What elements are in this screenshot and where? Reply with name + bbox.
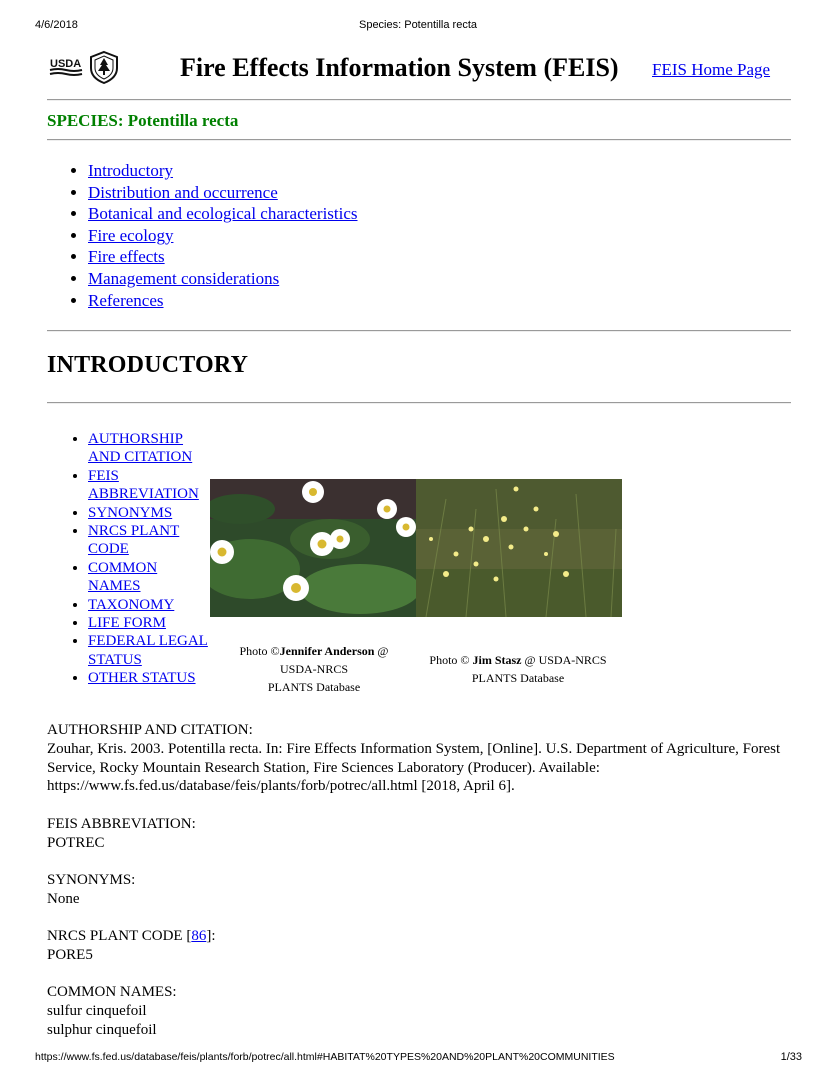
intro-toc-item <box>88 632 210 669</box>
caption-line: USDA-NRCS <box>279 662 348 676</box>
section-value: POTREC <box>47 834 105 851</box>
intro-link-taxonomy[interactable]: TAXONOMY <box>88 596 175 613</box>
toc-item <box>88 246 358 268</box>
photo-flower-field <box>416 479 622 617</box>
label-suffix: ]: <box>206 928 216 945</box>
section-value: PORE5 <box>47 946 93 963</box>
photo-flower-closeup <box>210 479 416 617</box>
photo-caption-2 <box>413 651 623 687</box>
intro-link-abbreviation[interactable]: FEIS ABBREVIATION <box>88 467 199 503</box>
introductory-sections <box>47 721 791 1058</box>
divider <box>47 99 791 101</box>
intro-link-authorship[interactable]: AUTHORSHIP AND CITATION <box>88 431 193 466</box>
section-authorship <box>47 721 791 796</box>
print-title: Species: Potentilla recta <box>358 19 477 31</box>
toc-item <box>88 203 358 225</box>
common-name: sulphur cinquefoil <box>47 1021 157 1038</box>
caption-prefix: Photo © <box>429 653 473 667</box>
print-footer <box>0 1051 836 1065</box>
usda-logo-icon <box>49 55 83 79</box>
toc-link-references[interactable]: References <box>88 290 164 310</box>
intro-toc-item <box>88 596 210 614</box>
print-header <box>0 19 836 33</box>
divider <box>47 402 791 404</box>
toc-item <box>88 268 358 290</box>
feis-banner <box>47 48 791 88</box>
usda-logo-text: USDA <box>50 58 82 70</box>
caption-suffix: @ <box>374 644 389 658</box>
print-page-number: 1/33 <box>780 1051 802 1063</box>
section-value: None <box>47 890 80 907</box>
label-prefix: NRCS PLANT CODE [ <box>47 928 192 945</box>
intro-toc-item <box>88 559 210 596</box>
intro-toc-item <box>88 430 210 467</box>
intro-link-federal-status[interactable]: FEDERAL LEGAL STATUS <box>88 633 208 668</box>
divider <box>47 139 791 141</box>
intro-link-life-form[interactable]: LIFE FORM <box>88 615 166 632</box>
toc-link-distribution[interactable]: Distribution and occurrence <box>88 182 278 202</box>
photo-caption-1 <box>219 642 409 696</box>
intro-link-synonyms[interactable]: SYNONYMS <box>88 504 173 521</box>
feis-home-link[interactable]: FEIS Home Page <box>652 60 771 79</box>
section-label: AUTHORSHIP AND CITATION: <box>47 722 253 738</box>
site-title: Fire Effects Information System (FEIS) <box>180 53 619 82</box>
section-label: FEIS ABBREVIATION: <box>47 815 196 832</box>
toc-item <box>88 290 358 312</box>
toc-link-fire-effects[interactable]: Fire effects <box>88 247 165 267</box>
intro-toc-item <box>88 669 210 687</box>
introductory-toc <box>47 430 210 688</box>
reference-link[interactable]: 86 <box>191 928 207 945</box>
intro-toc-item <box>88 614 210 632</box>
citation-text: Zouhar, Kris. 2003. Potentilla recta. In: Fire Effects Information System, [Online]. U.S. Department of Agriculture, Forest Service, Rocky Mountain Research Station, Fire Sciences Laboratory (Producer). Available: https://www.fs.fed.us/database/feis/plants/forb/potrec/all.html [2018, April 6]. <box>47 740 781 795</box>
toc-item <box>88 225 358 247</box>
caption-prefix: Photo © <box>239 644 280 658</box>
toc-link-botanical[interactable]: Botanical and ecological characteristics <box>88 204 358 224</box>
section-nrcs-code <box>47 927 791 965</box>
section-label: COMMON NAMES: <box>47 984 177 1001</box>
intro-link-other-status[interactable]: OTHER STATUS <box>88 670 196 687</box>
divider <box>47 330 791 332</box>
toc-link-management[interactable]: Management considerations <box>88 268 280 288</box>
species-toc <box>47 160 358 311</box>
toc-item <box>88 182 358 204</box>
intro-link-common-names[interactable]: COMMON NAMES <box>88 559 158 595</box>
section-common-names <box>47 983 791 1039</box>
toc-link-fire-ecology[interactable]: Fire ecology <box>88 225 174 245</box>
intro-toc-item <box>88 504 210 522</box>
intro-toc-item <box>88 467 210 504</box>
intro-toc-item <box>88 522 210 559</box>
toc-item <box>88 160 358 182</box>
print-date: 4/6/2018 <box>35 19 78 31</box>
forest-service-shield-icon <box>87 50 121 84</box>
toc-link-introductory[interactable]: Introductory <box>88 161 173 180</box>
section-label: SYNONYMS: <box>47 871 136 888</box>
species-heading: SPECIES: Potentilla recta <box>47 111 239 130</box>
caption-line: PLANTS Database <box>471 671 565 685</box>
print-url: https://www.fs.fed.us/database/feis/plants/forb/potrec/all.html#HABITAT%20TYPES%20AND%20PLANT%20COMMUNITIES <box>35 1051 615 1063</box>
photographer-name: Jennifer Anderson <box>279 644 375 658</box>
caption-line: PLANTS Database <box>267 680 361 694</box>
section-label <box>47 927 791 946</box>
photographer-name: Jim Stasz <box>472 653 522 667</box>
section-synonyms <box>47 871 791 909</box>
section-abbreviation <box>47 815 791 853</box>
caption-suffix: @ USDA-NRCS <box>521 653 607 667</box>
section-heading-introductory: INTRODUCTORY <box>47 352 249 378</box>
intro-link-nrcs-code[interactable]: NRCS PLANT CODE <box>88 523 180 558</box>
common-name: sulfur cinquefoil <box>47 1003 147 1020</box>
